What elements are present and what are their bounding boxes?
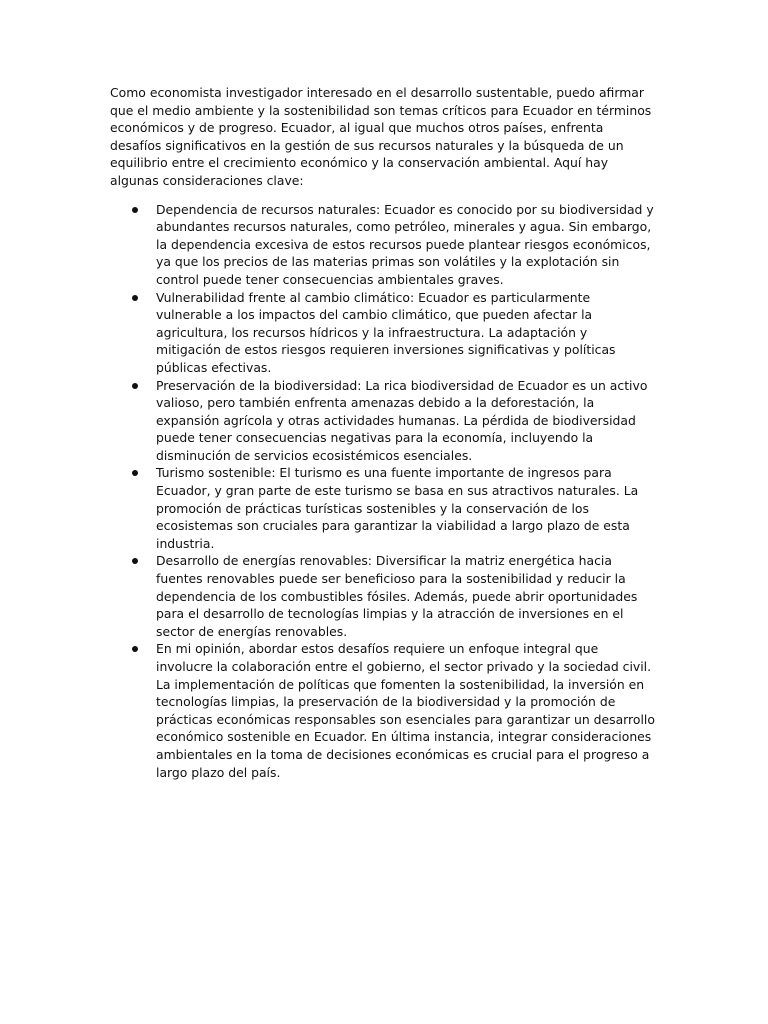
bullet-icon xyxy=(132,646,138,652)
list-item-text: Vulnerabilidad frente al cambio climático: Ecuador es particularmente vulnerable a los impactos del cambio climático, que pueden afectar la agricultura, los recursos hídricos y la infraestructura. La adaptación y mitigación de estos riesgos requieren inversiones significativas y políticas públicas efectivas. xyxy=(156,289,616,375)
bullet-icon xyxy=(132,207,138,213)
bullet-icon xyxy=(132,470,138,476)
list-item xyxy=(110,552,656,640)
list-item xyxy=(110,289,656,377)
list-item-text: Turismo sostenible: El turismo es una fuente importante de ingresos para Ecuador, y gran parte de este turismo se basa en sus atractivos naturales. La promoción de prácticas turísticas sostenibles y la conservación de los ecosistemas son cruciales para garantizar la viabilidad a largo plazo de esta industria. xyxy=(156,465,639,551)
list-item xyxy=(110,377,656,465)
bullet-icon xyxy=(132,383,138,389)
bullet-icon xyxy=(132,295,138,301)
list-item-text: Preservación de la biodiversidad: La rica biodiversidad de Ecuador es un activo valioso, pero también enfrenta amenazas debido a la deforestación, la expansión agrícola y otras actividades humanas. La pérdida de biodiversidad puede tener consecuencias negativas para la economía, incluyendo la disminución de servicios ecosistémicos esenciales. xyxy=(156,377,648,463)
list-item-text: En mi opinión, abordar estos desafíos requiere un enfoque integral que involucre la colaboración entre el gobierno, el sector privado y la sociedad civil. La implementación de políticas que fomenten la sostenibilidad, la inversión en tecnologías limpias, la preservación de la biodiversidad y la promoción de prácticas económicas responsables son esenciales para garantizar un desarrollo económico sostenible en Ecuador. En última instancia, integrar consideraciones ambientales en la toma de decisiones económicas es crucial para el progreso a largo plazo del país. xyxy=(156,641,655,780)
list-item xyxy=(110,464,656,552)
considerations-list xyxy=(110,201,656,782)
list-item-text: Dependencia de recursos naturales: Ecuador es conocido por su biodiversidad y abundantes recursos naturales, como petróleo, minerales y agua. Sin embargo, la dependencia excesiva de estos recursos puede plantear riesgos económicos, ya que los precios de las materias primas son volátiles y la explotación sin control puede tener consecuencias ambientales graves. xyxy=(156,201,654,287)
list-item xyxy=(110,640,656,781)
list-item-text: Desarrollo de energías renovables: Diversificar la matriz energética hacia fuentes renovables puede ser beneficioso para la sostenibilidad y reducir la dependencia de los combustibles fósiles. Además, puede abrir oportunidades para el desarrollo de tecnologías limpias y la atracción de inversiones en el sector de energías renovables. xyxy=(156,553,638,639)
document-body xyxy=(110,84,656,781)
intro-paragraph: Como economista investigador interesado en el desarrollo sustentable, puedo afirmar que el medio ambiente y la sostenibilidad son temas críticos para Ecuador en términos económicos y de progreso. Ecuador, al igual que muchos otros países, enfrenta desafíos significativos en la gestión de sus recursos naturales y la búsqueda de un equilibrio entre el crecimiento económico y la conservación ambiental. Aquí hay algunas consideraciones clave: xyxy=(110,85,652,188)
bullet-icon xyxy=(132,558,138,564)
list-item xyxy=(110,201,656,289)
